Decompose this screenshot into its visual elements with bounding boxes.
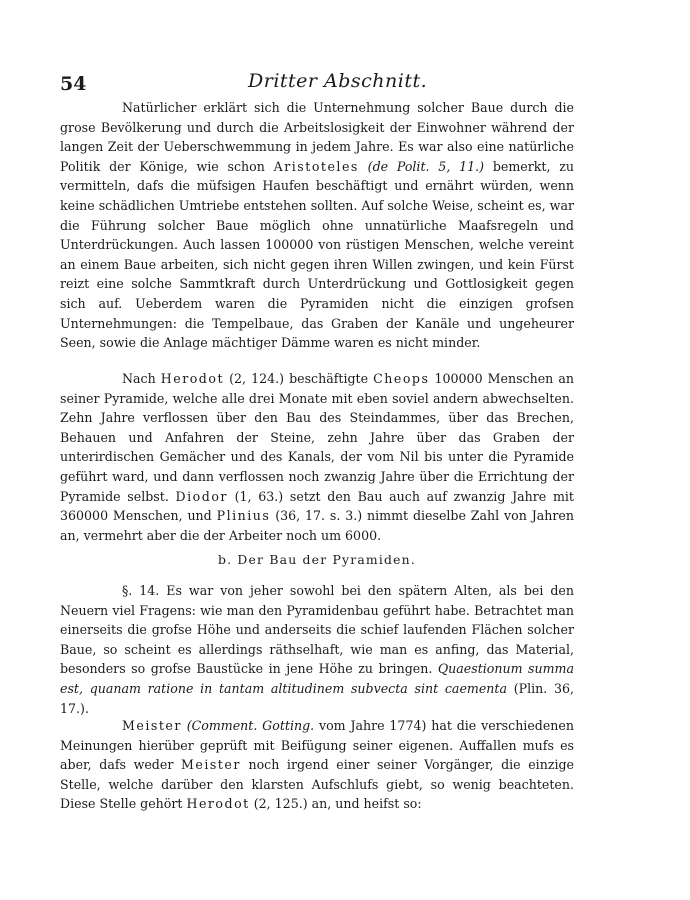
- paragraph-4-t3: (2, 125.) an, und heifst so:: [253, 796, 422, 812]
- paragraph-2-t3: (1, 63.) setzt den Bau auch auf zwanzig Jahre mit 360000 Menschen, und: [60, 488, 574, 524]
- paragraph-4: [60, 716, 574, 814]
- paragraph-3-text: Es war von jeher sowohl bei den spätern Alten, als bei den Neuern viel Fragens: wie man den Pyramidenbau geführt habe. Betrachtet man einerseits die grofse Höhe und anderseits die schief laufenden Flächen solcher Baue, so scheint es allerdings räthselhaft, wie man es anfing, das Material, besonders so grofse Baustücke in jene Höhe zu bringen.: [60, 583, 574, 677]
- section-number: §. 14.: [122, 583, 160, 598]
- running-head: Dritter Abschnitt.: [248, 70, 428, 92]
- name-meister: Meister: [122, 718, 182, 733]
- paragraph-2-t1: (2, 124.) beschäftigte: [229, 371, 369, 386]
- paragraph-2-t2: 100000 Menschen an seiner Pyramide, welche alle drei Monate mit eben soviel andern abwechselten. Zehn Jahre verflossen über den Bau des Steindammes, über das Brechen, Behauen und Anfahren der Steine, zehn Jahre über das Graben der unterirdischen Gemächer und des Kanals, der vom Nil bis unter die Pyramide geführt ward, und dann verflossen noch zwanzig Jahre über die Errichtung der Pyramide selbst.: [60, 371, 574, 504]
- name-diodor: Diodor: [175, 488, 228, 504]
- page-number: 54: [60, 73, 87, 95]
- paragraph-1-rest: bemerkt, zu vermitteln, dafs die müfsigen Haufen beschäftigt und ernährt würden, wenn keine schädlichen Umtriebe entstehen sollten. Auf solche Weise, scheint es, war die Führung solcher Baue möglich ohne unnatürliche Maafsregeln und Unterdrückungen. Auch lassen 100000 von rüstigen Menschen, welche vereint an einem Baue arbeiten, sich nicht gegen ihren Willen zwingen, und kein Fürst reizt eine solche Sammtkraft durch Unterdrückung und Gottlosigkeit gegen sich auf. Ueberdem waren die Pyramiden nicht die einzigen grofsen Unternehmungen: die Tempelbaue, das Graben der Kanäle und ungeheurer Seen, sowie die Anlage mächtiger Dämme waren es nicht minder.: [60, 158, 574, 351]
- paragraph-4-t2: noch irgend einer seiner Vorgänger, die einzige Stelle, welche darüber den klarsten Aufschlufs giebt, so wenig beachteten. Diese Stelle gehört: [60, 757, 574, 812]
- paragraph-1-text: Natürlicher erklärt sich die Unternehmung solcher Baue durch die grose Bevölkerung und durch die Arbeitslosigkeit der Einwohner während der langen Zeit der Ueberschwemmung in jedem Jahre. Es war also eine natürliche Politik der Könige, wie schon: [60, 100, 574, 174]
- name-herodot: Herodot: [160, 371, 225, 386]
- paragraph-2-t4: (36, 17. s. 3.) nimmt dieselbe Zahl von Jahren an, vermehrt aber die der Arbeiter noch um 6000.: [60, 508, 574, 543]
- paragraph-2: [60, 369, 574, 545]
- citation-comment-gotting: (Comment. Gotting.: [186, 718, 315, 733]
- name-plinius: Plinius: [216, 508, 271, 524]
- citation-de-polit: (de Polit. 5, 11.): [367, 158, 485, 174]
- paragraph-3: [60, 581, 574, 718]
- name-cheops: Cheops: [373, 371, 430, 386]
- latin-quote: Quaestionum summa est, quanam ratione in tantam altitudinem subvecta sint caementa: [60, 661, 574, 696]
- paragraph-2-start: Nach: [122, 371, 156, 386]
- name-herodot-2: Herodot: [186, 796, 250, 812]
- paragraph-4-t1: vom Jahre 1774) hat die verschiedenen Meinungen hierüber geprüft mit Beifügung seiner eigenen. Auffallen mufs es aber, dafs weder: [60, 718, 574, 773]
- citation-plinius: (Plin. 36, 17.).: [60, 680, 574, 716]
- section-heading: b. Der Bau der Pyramiden.: [217, 552, 417, 567]
- paragraph-1: [60, 98, 574, 353]
- name-meister-2: Meister: [180, 757, 241, 773]
- name-aristoteles: Aristoteles: [273, 158, 359, 174]
